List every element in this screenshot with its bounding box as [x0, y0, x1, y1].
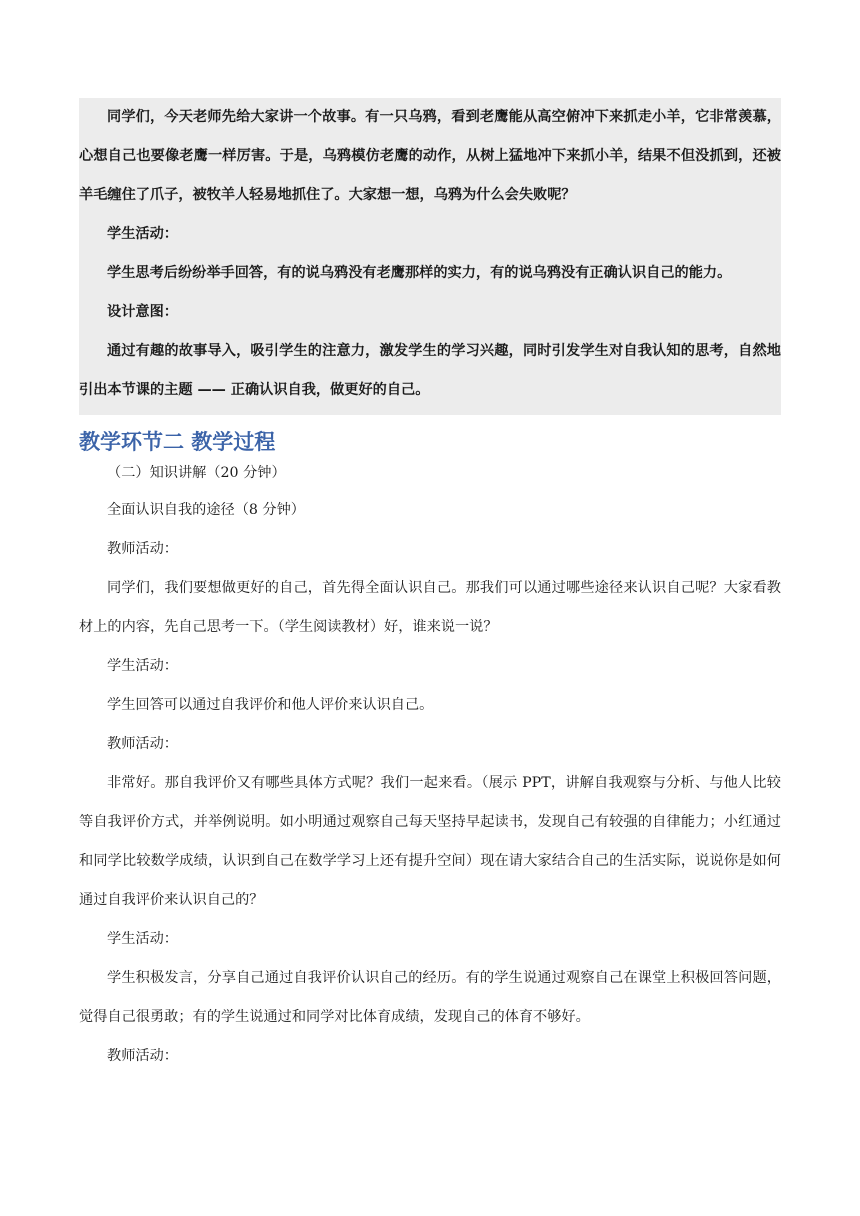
- lesson-body: [79, 455, 781, 1076]
- design-intent-label: 设计意图：: [107, 304, 178, 320]
- teacher-activity-text: 非常好。那自我评价又有哪些具体方式呢？我们一起来看。（展示 PPT，讲解自我观察与分析、与他人比较等自我评价方式，并举例说明。如小明通过观察自己每天坚持早起读书，发现自己有较强的自律能力；小红通过和同学比较数学成绩，认识到自己在数学学习上还有提升空间）现在请大家结合自己的生活实际，说说你是如何通过自我评价来认识自己的？: [79, 775, 781, 908]
- section-heading: 教学环节二 教学过程: [79, 429, 276, 454]
- student-activity-text: 学生思考后纷纷举手回答，有的说乌鸦没有老鹰那样的实力，有的说乌鸦没有正确认识自己的能力。: [107, 265, 732, 281]
- teacher-activity-text: 同学们，我们要想做更好的自己，首先得全面认识自己。那我们可以通过哪些途径来认识自己呢？大家看教材上的内容，先自己思考一下。（学生阅读教材）好，谁来说一说？: [79, 580, 781, 635]
- student-activity-text: 学生回答可以通过自我评价和他人评价来认识自己。: [107, 697, 434, 713]
- subsection-title: （二）知识讲解（20 分钟）: [107, 465, 286, 481]
- topic-title: 全面认识自我的途径（8 分钟）: [107, 502, 305, 518]
- student-activity-text: 学生积极发言，分享自己通过自我评价认识自己的经历。有的学生说通过观察自己在课堂上积极回答问题，觉得自己很勇敢；有的学生说通过和同学对比体育成绩，发现自己的体育不够好。: [79, 970, 781, 1025]
- teacher-activity-label: 教师活动：: [107, 541, 178, 557]
- student-activity-label: 学生活动：: [107, 931, 178, 947]
- student-activity-label: 学生活动：: [107, 226, 178, 242]
- student-activity-label: 学生活动：: [107, 658, 178, 674]
- story-paragraph: 同学们，今天老师先给大家讲一个故事。有一只乌鸦，看到老鹰能从高空俯冲下来抓走小羊，它非常羡慕，心想自己也要像老鹰一样厉害。于是，乌鸦模仿老鹰的动作，从树上猛地冲下来抓小羊，结果不但没抓到，还被羊毛缠住了爪子，被牧羊人轻易地抓住了。大家想一想，乌鸦为什么会失败呢？: [79, 109, 781, 203]
- intro-story-box: [79, 98, 781, 415]
- teacher-activity-label: 教师活动：: [107, 736, 178, 752]
- teacher-activity-label: 教师活动：: [107, 1048, 178, 1064]
- design-intent-text: 通过有趣的故事导入，吸引学生的注意力，激发学生的学习兴趣，同时引发学生对自我认知的思考，自然地引出本节课的主题 —— 正确认识自我，做更好的自己。: [79, 343, 781, 398]
